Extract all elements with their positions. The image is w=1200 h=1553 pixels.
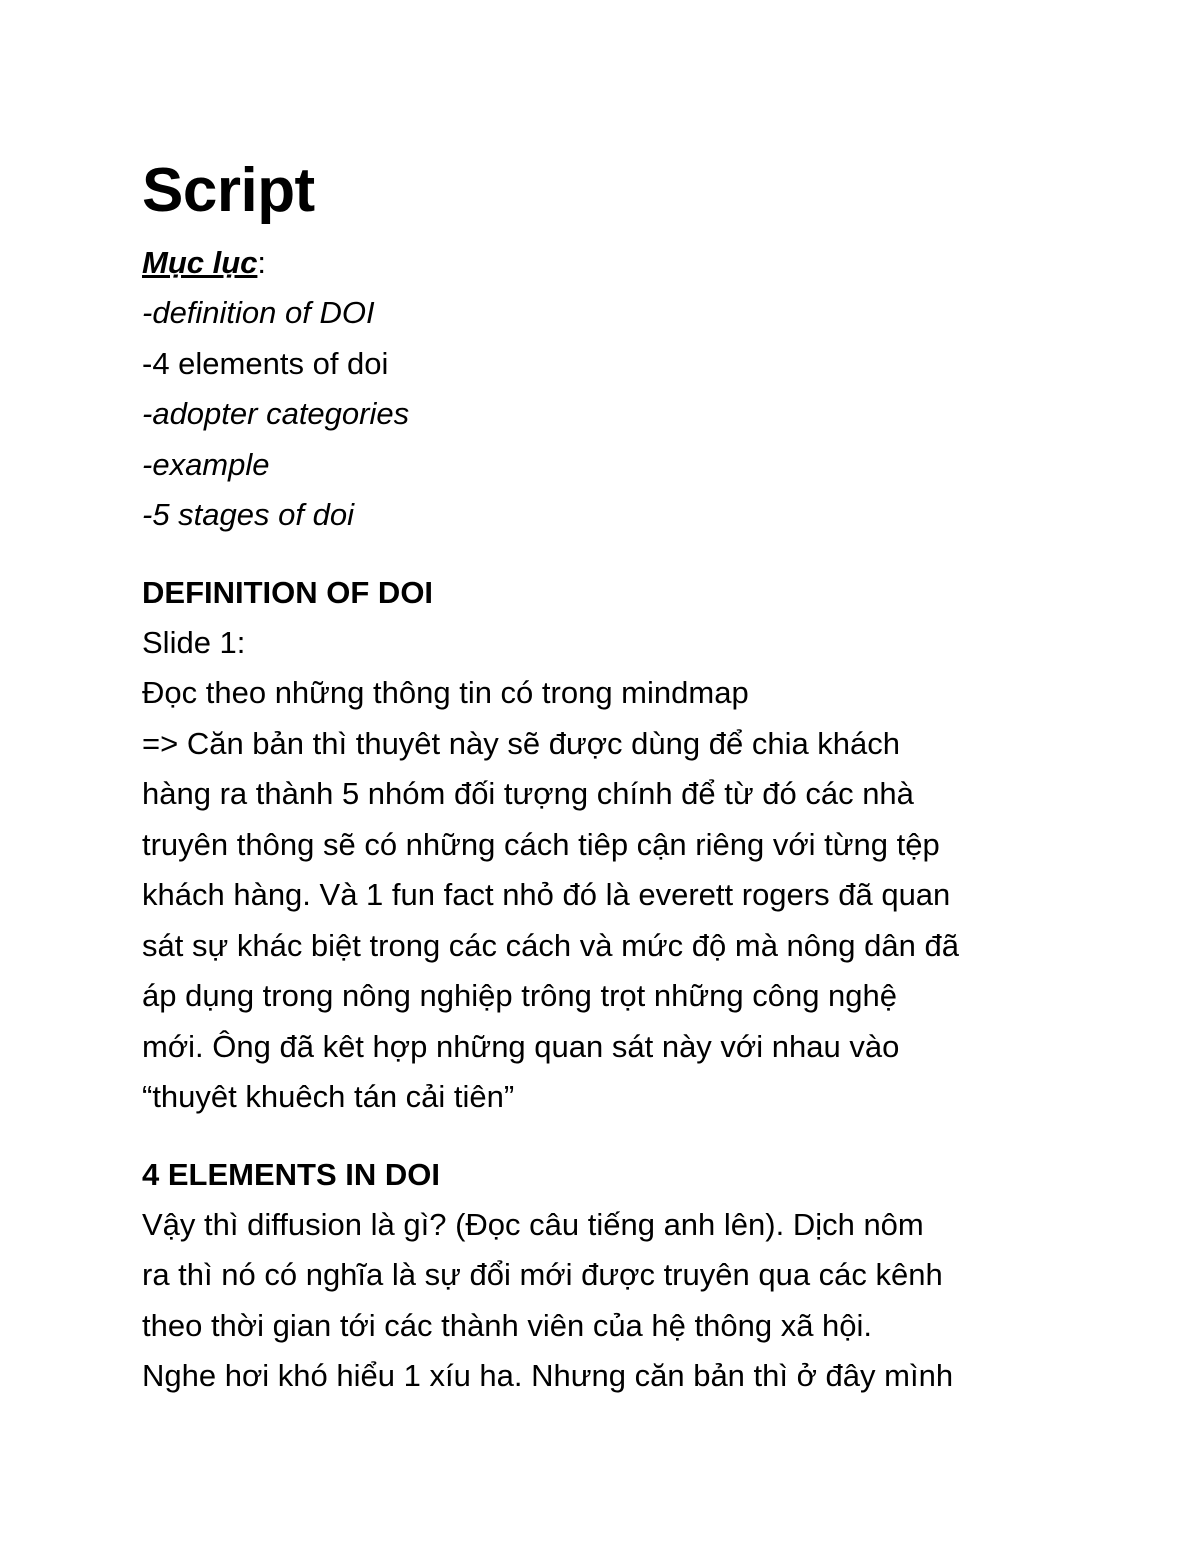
text-line: Vậy thì diffusion là gì? (Đọc câu tiếng anh lên). Dịch nôm <box>142 1206 924 1242</box>
toc-item-elements: -4 elements of doi <box>142 345 389 381</box>
text-line: truyên thông sẽ có những cách tiêp cận riêng với từng tệp <box>142 826 940 862</box>
toc-label: Mục lục <box>142 245 258 280</box>
text-line: ra thì nó có nghĩa là sự đổi mới được truyên qua các kênh <box>142 1257 943 1292</box>
toc-item-adopter-categories: -adopter categories <box>142 396 410 431</box>
table-of-contents-heading <box>142 238 1072 288</box>
document-title: Script <box>142 156 315 225</box>
section-heading-elements: 4 ELEMENTS IN DOI <box>142 1156 440 1192</box>
toc-colon: : <box>257 245 267 280</box>
text-line: Nghe hơi khó hiểu 1 xíu ha. Nhưng căn bản thì ở đây mình <box>142 1358 954 1393</box>
text-line: sát sự khác biệt trong các cách và mức độ mà nông dân đã <box>142 927 959 963</box>
toc-item-example: -example <box>142 446 270 482</box>
table-of-contents-list <box>142 288 1072 541</box>
text-line: khách hàng. Và 1 fun fact nhỏ đó là everett rogers đã quan <box>142 877 951 912</box>
text-line: Slide 1: <box>142 624 246 660</box>
text-line: => Căn bản thì thuyêt này sẽ được dùng để chia khách <box>142 725 901 761</box>
section-body-elements <box>142 1200 1072 1402</box>
document-page <box>142 150 1072 1402</box>
section-heading-definition: DEFINITION OF DOI <box>142 574 434 610</box>
text-line: theo thời gian tới các thành viên của hệ thông xã hội. <box>142 1307 873 1343</box>
text-line: mới. Ông đã kêt hợp những quan sát này với nhau vào <box>142 1028 900 1064</box>
text-line: “thuyêt khuêch tán cải tiên” <box>142 1079 515 1114</box>
toc-item-definition: -definition of DOI <box>142 295 375 330</box>
toc-item-stages: -5 stages of doi <box>142 497 354 532</box>
section-body-definition <box>142 618 1072 1123</box>
text-line: Đọc theo những thông tin có trong mindmap <box>142 675 749 710</box>
text-line: áp dụng trong nông nghiệp trông trọt những công nghệ <box>142 978 898 1013</box>
text-line: hàng ra thành 5 nhóm đối tượng chính để từ đó các nhà <box>142 776 914 811</box>
